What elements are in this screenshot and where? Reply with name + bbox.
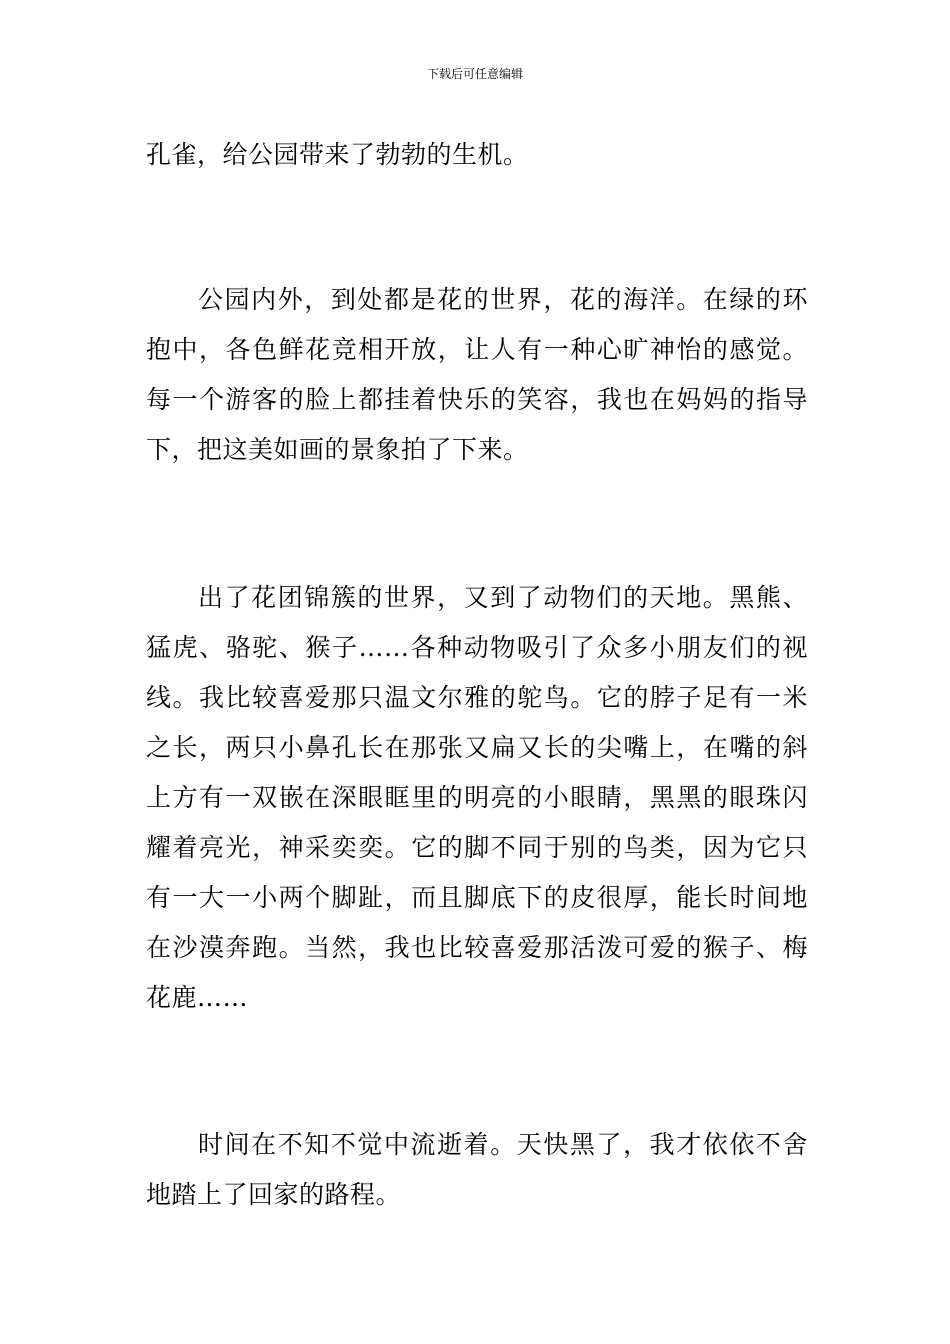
page-header-note: 下载后可任意编辑	[426, 67, 523, 81]
paragraph-going-home: 时间在不知不觉中流逝着。天快黑了，我才依依不舍地踏上了回家的路程。	[146, 1130, 808, 1209]
paragraph-animals: 出了花团锦簇的世界，又到了动物们的天地。黑熊、猛虎、骆驼、猴子……各种动物吸引了众多小朋友们的视线。我比较喜爱那只温文尔雅的鸵鸟。它的脖子足有一米之长，两只小鼻孔长在那张又扁又长的尖嘴上，在嘴的斜上方有一双嵌在深眼眶里的明亮的小眼睛，黑黑的眼珠闪耀着亮光，神采奕奕。它的脚不同于别的鸟类，因为它只有一大一小两个脚趾，而且脚底下的皮很厚，能长时间地在沙漠奔跑。当然，我也比较喜爱那活泼可爱的猴子、梅花鹿……	[146, 583, 808, 1012]
paragraph-continuation: 孔雀，给公园带来了勃勃的生机。	[146, 140, 529, 169]
paragraph-flowers: 公园内外，到处都是花的世界，花的海洋。在绿的环抱中，各色鲜花竞相开放，让人有一种心旷神怡的感觉。每一个游客的脸上都挂着快乐的笑容，我也在妈妈的指导下，把这美如画的景象拍了下来。	[146, 285, 808, 464]
